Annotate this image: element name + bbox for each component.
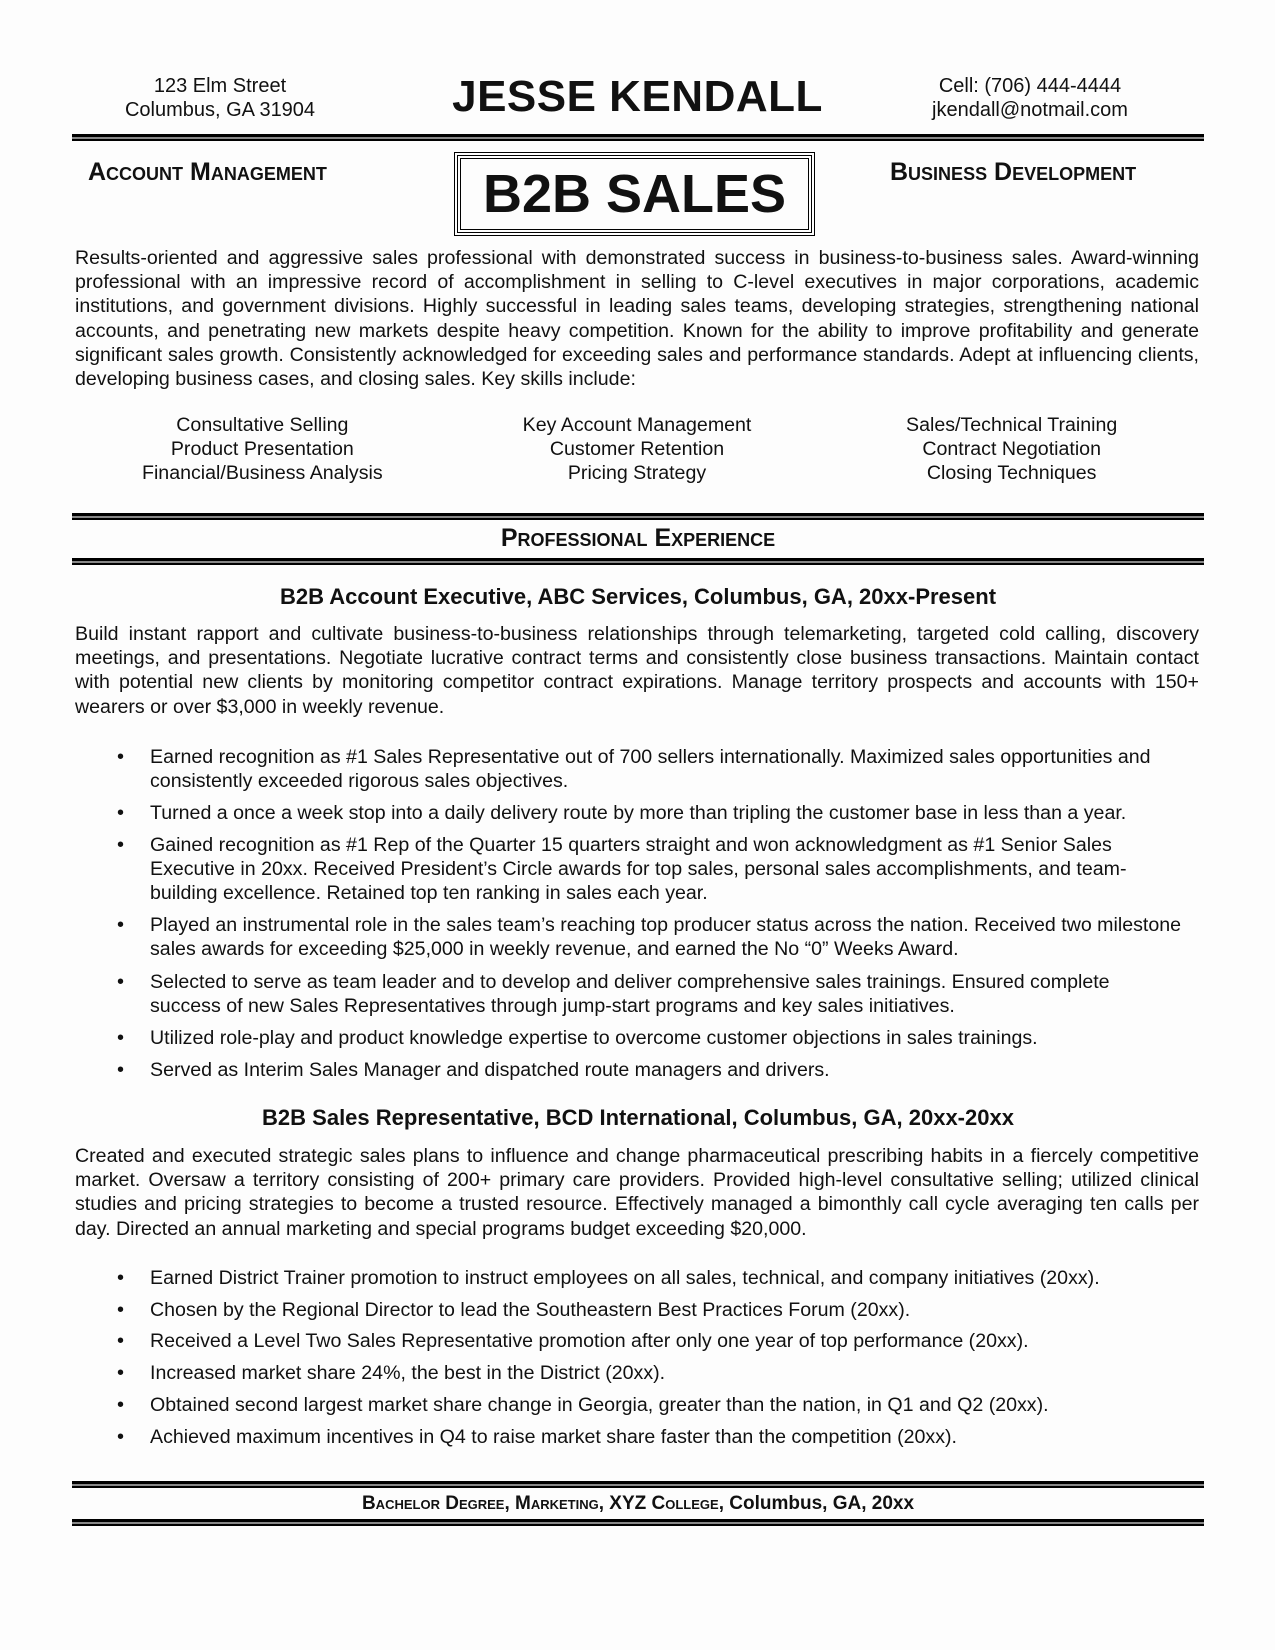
- job-description-1: Build instant rapport and cultivate business-to-business relationships through telemarketing, targeted cold calling, discovery meetings, and presentations. Negotiate lucrative contract terms and consistently close business transactions. Maintain contact with potential new clients by monitoring competitor contract expirations. Manage territory prospects and accounts with 150+ wearers or over $3,000 in weekly revenue.: [75, 623, 1199, 718]
- skills-column-3: [824, 413, 1199, 486]
- email-address: jkendall@notmail.com: [932, 99, 1128, 121]
- skills-column-1: [75, 413, 450, 486]
- business-development-heading: Business Development: [890, 158, 1137, 186]
- professional-summary: Results-oriented and aggressive sales professional with demonstrated success in business-to-business sales. Award-winning professional with an impressive record of accomplishment in selling to C-level executives in major corporations, academic institutions, and government divisions. Highly successful in leading sales teams, developing strategies, strengthening national accounts, and penetrating new markets despite heavy competition. Known for the ability to improve profitability and generate significant sales growth. Consistently acknowledged for exceeding sales and performance standards. Adept at influencing clients, developing business cases, and closing sales. Key skills include:: [75, 247, 1199, 391]
- skill-item: Contract Negotiation: [922, 438, 1101, 461]
- achievement-item: • Achieved maximum incentives in Q4 to raise market share faster than the competition (20xx).: [75, 1425, 1185, 1449]
- job-description-2: Created and executed strategic sales plans to influence and change pharmaceutical prescribing habits in a fiercely competitive market. Oversaw a territory consisting of 200+ primary care providers. Provided high-level consultative selling; utilized clinical studies and pricing strategies to become a trusted resource. Effectively managed a bimonthly call cycle averaging ten calls per day. Directed an annual marketing and special programs budget exceeding $20,000.: [75, 1145, 1199, 1240]
- skill-item: Pricing Strategy: [567, 462, 707, 485]
- education-top-divider: [72, 1481, 1204, 1488]
- achievement-item: • Received a Level Two Sales Representative promotion after only one year of top performance (20xx).: [75, 1329, 1185, 1353]
- skill-item: Closing Techniques: [926, 462, 1097, 485]
- achievement-item: • Gained recognition as #1 Rep of the Quarter 15 quarters straight and won acknowledgment as #1 Senior Sales Executive in 20xx. Received President’s Circle awards for top sales, personal sales accomplishments, and team-building excellence. Retained top ten ranking in sales each year.: [75, 833, 1185, 906]
- skill-item: Key Account Management: [522, 414, 752, 436]
- achievement-item: • Played an instrumental role in the sales team’s reaching top producer status across the nation. Received two milestone sales awards for exceeding $25,000 in weekly revenue, and earned the No “0” Weeks Award.: [75, 913, 1185, 961]
- skill-item: Sales/Technical Training: [906, 414, 1118, 436]
- job-2-achievements: [75, 1266, 1185, 1449]
- phone-number: Cell: (706) 444-4444: [938, 75, 1122, 97]
- achievement-item: • Utilized role-play and product knowledge expertise to overcome customer objections in sales trainings.: [75, 1026, 1185, 1050]
- achievement-item: • Earned District Trainer promotion to instruct employees on all sales, technical, and company initiatives (20xx).: [75, 1266, 1185, 1290]
- education-bottom-divider: [72, 1519, 1204, 1526]
- skill-item: Customer Retention: [549, 438, 725, 461]
- account-management-heading: Account Management: [88, 158, 327, 186]
- job-1-achievements: [75, 745, 1185, 1082]
- address-line-1: 123 Elm Street: [153, 75, 287, 97]
- key-skills: [75, 413, 1199, 486]
- achievement-item: • Turned a once a week stop into a daily delivery route by more than tripling the customer base in less than a year.: [75, 801, 1185, 825]
- job-title-2: B2B Sales Representative, BCD International, Columbus, GA, 20xx-20xx: [262, 1105, 1014, 1130]
- contact-info: [900, 74, 1160, 122]
- achievement-item: • Chosen by the Regional Director to lead the Southeastern Best Practices Forum (20xx).: [75, 1298, 1185, 1322]
- address-line-2: Columbus, GA 31904: [124, 99, 316, 121]
- experience-bottom-divider: [72, 558, 1204, 565]
- skill-item: Product Presentation: [170, 438, 354, 461]
- header-divider: [72, 134, 1204, 141]
- degree: Bachelor Degree, Marketing, XYZ College,: [361, 1493, 724, 1514]
- achievement-item: • Obtained second largest market share change in Georgia, greater than the nation, in Q1 and Q2 (20xx).: [75, 1393, 1185, 1417]
- skills-column-2: [450, 413, 825, 486]
- b2b-sales-title: B2B SALES: [482, 164, 787, 224]
- skill-item: Consultative Selling: [176, 414, 349, 436]
- achievement-item: • Increased market share 24%, the best in the District (20xx).: [75, 1361, 1185, 1385]
- education-entry: [72, 1493, 1204, 1515]
- professional-experience-heading: Professional Experience: [500, 524, 776, 552]
- b2b-sales-title-box: [457, 155, 812, 233]
- achievement-item: • Earned recognition as #1 Sales Representative out of 700 sellers internationally. Maximized sales opportunities and consistently exceeded rigorous sales objectives.: [75, 745, 1185, 793]
- achievement-item: • Served as Interim Sales Manager and dispatched route managers and drivers.: [75, 1058, 1185, 1082]
- achievement-item: • Selected to serve as team leader and to develop and deliver comprehensive sales trainings. Ensured complete success of new Sales Representatives through jump-start programs and key sales initiatives.: [75, 970, 1185, 1018]
- experience-top-divider: [72, 513, 1204, 520]
- education-location: Columbus, GA, 20xx: [729, 1493, 915, 1514]
- skill-item: Financial/Business Analysis: [141, 462, 383, 485]
- candidate-name: JESSE KENDALL: [452, 72, 823, 121]
- job-title-1: B2B Account Executive, ABC Services, Columbus, GA, 20xx-Present: [279, 584, 997, 609]
- address: [105, 74, 335, 122]
